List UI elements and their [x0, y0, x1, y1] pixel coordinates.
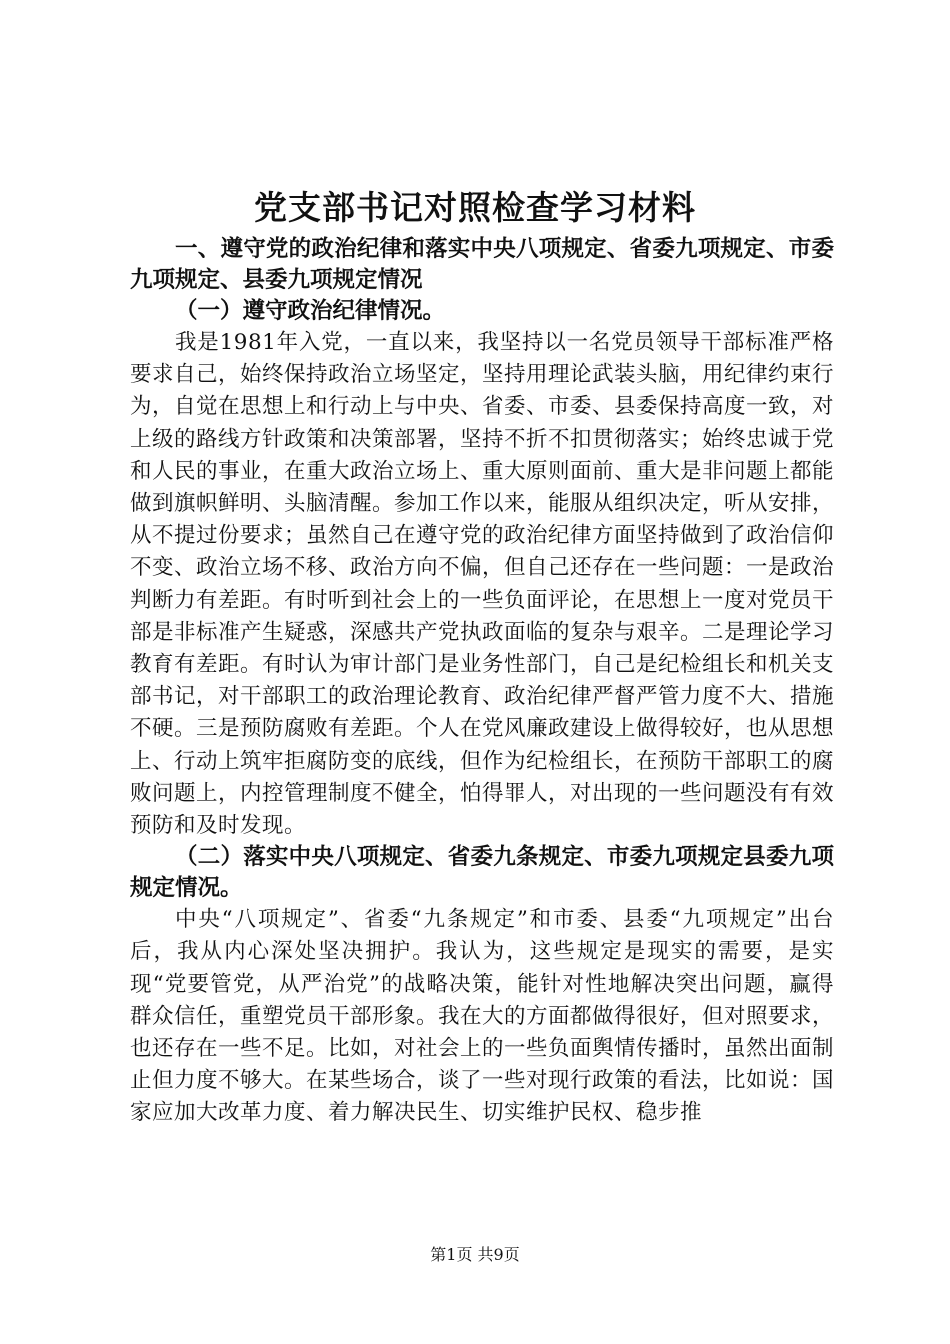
subsection-title-1: （一）遵守政治纪律情况。: [175, 298, 446, 324]
subsection-title-2: （二）落实中央八项规定、省委九条规定、市委九项规定县委九项规定情况。: [130, 844, 834, 902]
document-body: [130, 234, 834, 1130]
document-title: 党支部书记对照检查学习材料: [254, 188, 696, 227]
paragraph-1: 我是1981年入党，一直以来，我坚持以一名党员领导干部标准严格要求自己，始终保持政治立场坚定，坚持用理论武装头脑，用纪律约束行为，自觉在思想上和行动上与中央、省委、市委、县委保持高度一致，对上级的路线方针政策和决策部署，坚持不折不扣贯彻落实；始终忠诚于党和人民的事业，在重大政治立场上、重大原则面前、重大是非问题上都能做到旗帜鲜明、头脑清醒。参加工作以来，能服从组织决定，听从安排，从不提过份要求；虽然自己在遵守党的政治纪律方面坚持做到了政治信仰不变、政治立场不移、政治方向不偏，但自己还存在一些问题：一是政治判断力有差距。有时听到社会上的一些负面评论，在思想上一度对党员干部是非标准产生疑惑，深感共产党执政面临的复杂与艰辛。二是理论学习教育有差距。有时认为审计部门是业务性部门，自己是纪检组长和机关支部书记，对干部职工的政治理论教育、政治纪律严督严管力度不大、措施不硬。三是预防腐败有差距。个人在党风廉政建设上做得较好，也从思想上、行动上筑牢拒腐防变的底线，但作为纪检组长，在预防干部职工的腐败问题上，内控管理制度不健全，怕得罪人，对出现的一些问题没有有效预防和及时发现。: [130, 330, 835, 839]
paragraph-2: 中央“八项规定”、省委“九条规定”和市委、县委“九项规定”出台后，我从内心深处坚决拥护。我认为，这些规定是现实的需要，是实现“党要管党，从严治党”的战略决策，能针对性地解决突出问题，赢得群众信任，重塑党员干部形象。我在大的方面都做得很好，但对照要求，也还存在一些不足。比如，对社会上的一些负面舆情传播时，虽然出面制止但力度不够大。在某些场合，谈了一些对现行政策的看法，比如说：国家应加大改革力度、着力解决民生、切实维护民权、稳步推: [130, 907, 835, 1126]
section-heading-1: 一、遵守党的政治纪律和落实中央八项规定、省委九项规定、市委九项规定、县委九项规定情况: [130, 236, 834, 293]
page-footer: 第1页 共9页: [430, 1245, 520, 1264]
